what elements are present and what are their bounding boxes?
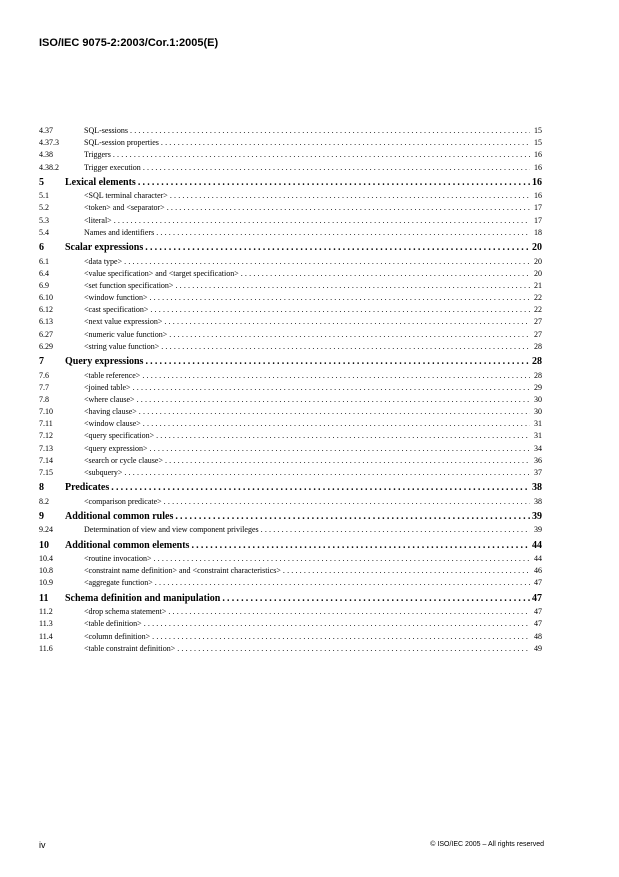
toc-entry-page: 18 [534,227,542,237]
toc-entry-title: <aggregate function> [84,578,153,588]
toc-entry-number: 7.8 [39,394,49,404]
toc-entry-number: 6.29 [39,341,53,351]
toc-subclause-row [39,190,542,202]
toc-subclause-row [39,430,542,442]
toc-dot-leader [112,215,530,227]
toc-entry-title: <comparison predicate> [84,496,162,506]
toc-entry-number: 7.13 [39,443,53,453]
toc-entry-title: Schema definition and manipulation [65,592,221,604]
toc-entry-page: 49 [534,643,542,653]
toc-subclause-row [39,316,542,328]
toc-subclause-row [39,577,542,589]
toc-clause-row [39,481,542,496]
toc-subclause-row [39,329,542,341]
toc-subclause-row [39,418,542,430]
toc-entry-title: Additional common rules [65,510,174,522]
toc-clause-row [39,592,542,607]
toc-entry-title: <set function specification> [84,280,174,290]
toc-entry-title: Triggers [84,150,111,160]
toc-entry-page: 16 [534,150,542,160]
toc-entry-page: 16 [534,162,542,172]
toc-entry-number: 9 [39,510,44,522]
toc-entry-page: 31 [534,431,542,441]
toc-dot-leader [153,577,530,589]
toc-entry-page: 28 [534,370,542,380]
toc-dot-leader [154,227,530,239]
toc-entry-title: <string value function> [84,341,160,351]
toc-entry-number: 8 [39,482,44,494]
toc-entry-page: 39 [532,510,542,522]
toc-entry-number: 6.10 [39,293,53,303]
toc-dot-leader [141,162,530,174]
toc-subclause-row [39,341,542,353]
toc-entry-number: 5.3 [39,215,49,225]
toc-dot-leader [166,606,530,618]
toc-entry-number: 6.1 [39,256,49,266]
toc-entry-page: 47 [534,607,542,617]
toc-subclause-row [39,455,542,467]
toc-entry-number: 4.38.2 [39,162,59,172]
toc-entry-page: 16 [532,176,542,188]
toc-dot-leader [109,481,530,496]
toc-entry-number: 7.14 [39,455,53,465]
toc-entry-title: SQL-sessions [84,126,129,135]
toc-dot-leader [165,202,530,214]
toc-clause-row [39,539,542,554]
toc-entry-number: 7.10 [39,407,53,417]
toc-entry-title: <query expression> [84,443,148,453]
toc-subclause-row [39,467,542,479]
toc-entry-number: 9.24 [39,525,53,535]
toc-dot-leader [131,382,530,394]
toc-entry-number: 6.27 [39,329,53,339]
toc-entry-title: <value specification> and <target specification> [84,268,239,278]
toc-dot-leader [189,539,530,554]
toc-subclause-row [39,137,542,149]
document-header-title: ISO/IEC 9075-2:2003/Cor.1:2005(E) [39,37,219,49]
toc-entry-title: <having clause> [84,407,137,417]
toc-dot-leader [140,370,530,382]
toc-entry-page: 21 [534,280,542,290]
toc-entry-title: <subquery> [84,468,123,477]
toc-subclause-row [39,524,542,536]
toc-entry-page: 29 [534,382,542,392]
toc-entry-title: <drop schema statement> [84,607,167,617]
toc-entry-title: <numeric value function> [84,329,168,339]
toc-entry-number: 6.12 [39,305,53,315]
toc-dot-leader [220,592,530,607]
toc-entry-title: <token> and <separator> [84,203,165,213]
toc-clause-row [39,510,542,525]
toc-entry-title: Scalar expressions [65,242,144,253]
toc-subclause-row [39,162,542,174]
toc-entry-title: <window function> [84,293,148,303]
toc-subclause-row [39,406,542,418]
toc-entry-number: 11.2 [39,607,53,617]
toc-subclause-row [39,565,542,577]
toc-subclause-row [39,606,542,618]
toc-entry-title: <where clause> [84,394,135,404]
toc-entry-title: <constraint name definition> and <constraint characteristics> [84,566,281,576]
toc-entry-title: Determination of view and view component privileges [84,525,259,535]
toc-entry-page: 44 [532,539,542,551]
toc-entry-number: 4.38 [39,150,53,160]
toc-entry-number: 6 [39,242,44,253]
toc-subclause-row [39,268,542,280]
toc-entry-page: 28 [532,356,542,367]
toc-dot-leader [150,631,530,643]
toc-dot-leader [143,355,530,370]
toc-entry-title: Lexical elements [65,176,136,188]
toc-entry-page: 15 [534,126,542,135]
toc-dot-leader [143,241,530,256]
toc-subclause-row [39,292,542,304]
toc-entry-title: <SQL terminal character> [84,191,168,201]
toc-entry-number: 8.2 [39,496,49,506]
toc-dot-leader [259,524,530,536]
toc-entry-page: 27 [534,329,542,339]
toc-subclause-row [39,631,542,643]
table-of-contents [39,125,542,655]
toc-entry-title: <literal> [84,215,112,225]
toc-entry-number: 11 [39,592,49,604]
toc-entry-title: Predicates [65,482,110,494]
toc-dot-leader [122,467,530,479]
toc-entry-number: 10.8 [39,566,53,576]
toc-dot-leader [168,190,530,202]
toc-dot-leader [137,406,530,418]
toc-entry-title: <cast specification> [84,305,149,315]
toc-subclause-row [39,643,542,655]
toc-entry-page: 38 [532,482,542,494]
toc-entry-number: 11.6 [39,643,53,653]
toc-entry-number: 7.12 [39,431,53,441]
toc-entry-title: <column definition> [84,631,151,641]
toc-entry-page: 37 [534,468,542,477]
toc-entry-page: 20 [534,268,542,278]
toc-entry-title: <window clause> [84,419,141,429]
toc-entry-page: 28 [534,341,542,351]
toc-entry-number: 7 [39,356,44,367]
toc-entry-number: 11.3 [39,619,53,629]
toc-entry-number: 7.11 [39,419,53,429]
toc-entry-page: 34 [534,443,542,453]
toc-entry-number: 4.37 [39,126,53,135]
toc-entry-number: 10.4 [39,554,53,564]
toc-entry-page: 22 [534,293,542,303]
toc-entry-number: 7.7 [39,382,49,392]
copyright-notice: © ISO/IEC 2005 – All rights reserved [430,841,544,848]
toc-dot-leader [151,553,530,565]
toc-subclause-row [39,256,542,268]
toc-entry-title: Query expressions [65,356,144,367]
toc-subclause-row [39,125,542,137]
toc-entry-title: <next value expression> [84,317,163,327]
toc-entry-title: SQL-session properties [84,138,159,148]
toc-entry-number: 6.4 [39,268,49,278]
toc-clause-row [39,241,542,256]
toc-entry-page: 47 [534,578,542,588]
toc-entry-page: 16 [534,191,542,201]
toc-entry-page: 30 [534,407,542,417]
toc-entry-title: Additional common elements [65,539,190,551]
toc-entry-title: <search or cycle clause> [84,455,163,465]
toc-dot-leader [281,565,530,577]
toc-subclause-row [39,443,542,455]
toc-entry-page: 17 [534,203,542,213]
toc-entry-page: 20 [532,242,542,253]
toc-subclause-row [39,553,542,565]
toc-entry-title: Trigger execution [84,162,141,172]
toc-dot-leader [175,643,530,655]
toc-subclause-row [39,202,542,214]
toc-dot-leader [111,149,530,161]
toc-dot-leader [135,394,530,406]
toc-entry-page: 31 [534,419,542,429]
toc-entry-number: 10 [39,539,49,551]
toc-entry-number: 6.9 [39,280,49,290]
toc-clause-row [39,355,542,370]
toc-entry-page: 44 [534,554,542,564]
toc-entry-number: 5 [39,176,44,188]
toc-entry-title: Names and identifiers [84,227,155,237]
toc-entry-page: 27 [534,317,542,327]
toc-dot-leader [162,316,530,328]
toc-dot-leader [159,137,530,149]
toc-entry-page: 38 [534,496,542,506]
toc-dot-leader [159,341,530,353]
toc-dot-leader [141,418,530,430]
toc-dot-leader [136,176,530,191]
toc-dot-leader [163,455,530,467]
toc-dot-leader [128,125,530,137]
toc-dot-leader [154,430,530,442]
toc-entry-page: 30 [534,394,542,404]
toc-dot-leader [167,329,530,341]
toc-entry-title: <query specification> [84,431,155,441]
toc-entry-title: <table reference> [84,370,141,380]
toc-entry-page: 17 [534,215,542,225]
toc-subclause-row [39,496,542,508]
toc-dot-leader [147,443,530,455]
toc-entry-title: <data type> [84,256,123,266]
toc-entry-number: 11.4 [39,631,53,641]
toc-dot-leader [147,292,530,304]
toc-dot-leader [162,496,530,508]
toc-entry-page: 47 [532,592,542,604]
toc-subclause-row [39,304,542,316]
toc-dot-leader [173,510,530,525]
toc-subclause-row [39,227,542,239]
toc-entry-page: 46 [534,566,542,576]
toc-subclause-row [39,394,542,406]
toc-dot-leader [239,268,530,280]
toc-entry-number: 5.1 [39,191,49,201]
toc-subclause-row [39,370,542,382]
toc-entry-page: 39 [534,525,542,535]
toc-entry-page: 15 [534,138,542,148]
page-number: iv [39,840,46,850]
toc-entry-page: 36 [534,455,542,465]
toc-entry-title: <table constraint definition> [84,643,176,653]
toc-subclause-row [39,215,542,227]
toc-entry-number: 7.6 [39,370,49,380]
toc-dot-leader [142,618,530,630]
toc-entry-number: 5.2 [39,203,49,213]
toc-entry-number: 10.9 [39,578,53,588]
toc-entry-title: <table definition> [84,619,142,629]
toc-entry-title: <routine invocation> [84,554,152,564]
toc-subclause-row [39,280,542,292]
toc-entry-page: 47 [534,619,542,629]
toc-subclause-row [39,618,542,630]
toc-entry-page: 20 [534,256,542,266]
toc-clause-row [39,176,542,191]
toc-entry-number: 5.4 [39,227,49,237]
toc-entry-number: 6.13 [39,317,53,327]
toc-subclause-row [39,149,542,161]
toc-dot-leader [173,280,530,292]
toc-entry-number: 7.15 [39,468,53,477]
toc-entry-page: 48 [534,631,542,641]
toc-entry-page: 22 [534,305,542,315]
toc-dot-leader [122,256,530,268]
toc-subclause-row [39,382,542,394]
toc-entry-title: <joined table> [84,382,131,392]
toc-dot-leader [148,304,530,316]
toc-entry-number: 4.37.3 [39,138,59,148]
